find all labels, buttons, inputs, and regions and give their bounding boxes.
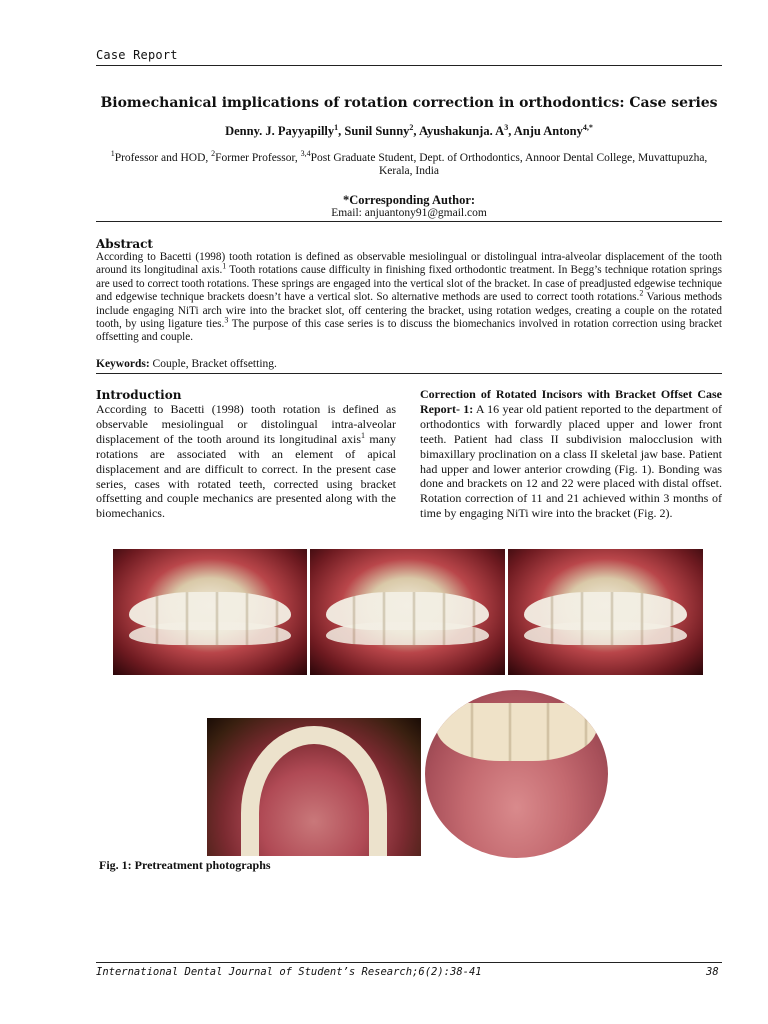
abstract-text: The purpose of this case series is to discuss the biomechanics involved in rotation correction using bracket offsetting and couple. [96, 318, 722, 344]
affiliations [96, 149, 722, 178]
author-name: Anju Antony [513, 124, 583, 138]
affil-sup: 1 [110, 149, 115, 159]
introduction-text: According to Bacetti (1998) tooth rotation is defined as observable mesiolingual or distolingual intra-alveolar displacement of the tooth around its longitudinal axis [96, 402, 396, 446]
affil-text: Former Professor, [215, 152, 301, 164]
author-sup: 4,* [582, 122, 593, 132]
abstract-text: Tooth rotations cause difficulty in finishing fixed orthodontic treatment. In Begg’s technique rotation springs are used to correct tooth rotations. These springs are engaged into the vertical slot of the bracket. In case of preadjusted edgewise technique and edgewise technique brackets doesn’t have a vertical slot. So alternative methods are used to correct tooth rotations. [96, 264, 722, 304]
affil-sup: 2 [211, 149, 216, 159]
page-number: 38 [706, 966, 719, 978]
affil-sup: 3,4 [300, 149, 311, 159]
keywords [96, 358, 277, 370]
case-report-heading: Correction of Rotated Incisors with Bracket Offset Case Report- 1: [420, 387, 722, 416]
running-head: Case Report [96, 48, 178, 62]
introduction-body [96, 402, 396, 521]
author-name: Ayushakunja. A [418, 124, 505, 138]
abstract-rule [96, 221, 722, 222]
photo-closeup [425, 690, 608, 858]
dental-arch [241, 726, 387, 856]
author-name: Sunil Sunny [344, 124, 410, 138]
teeth-lower [524, 622, 688, 645]
author-list [96, 124, 722, 139]
case-report-column [420, 387, 722, 521]
keywords-label: Keywords: [96, 358, 150, 370]
journal-citation: International Dental Journal of Student’s Research;6(2):38-41 [96, 966, 482, 978]
case-report-text: A 16 year old patient reported to the department of orthodontics with forwardly placed upper and lower front teeth. Patient had class II subdivision malocclusion with bimaxillary proclination on a class II skeletal jaw base. Patient had upper and lower anterior crowding (Fig. 1). Bonding was done and brackets on 12 and 22 were placed with distal offset. Rotation correction of 11 and 21 achieved within 3 months of time by engaging NiTi wire into the bracket (Fig. 2). [420, 401, 722, 521]
introduction-text: many rotations are associated with an element of apical displacement and are difficult to correct. In the present case series, cases with rotated teeth, corrected using bracket offsetting and couple mechanics are presented along with the biomechanics. [96, 431, 396, 521]
abstract-text: Various methods include engaging NiTi arch wire into the bracket slot, off centering the bracket, using rotation wedges, creating a couple on the rotated tooth, by using ligature ties. [96, 291, 722, 331]
abstract-heading: Abstract [96, 237, 153, 251]
corresponding-email: Email: anjuantony91@gmail.com [331, 207, 487, 219]
citation-sup: 3 [224, 315, 229, 325]
author-separator: , [508, 124, 514, 138]
author-separator: , [413, 124, 419, 138]
teeth-lower [326, 622, 490, 645]
footer-rule [96, 962, 722, 963]
keywords-text: Couple, Bracket offsetting. [149, 358, 277, 370]
photo-right-lateral [113, 549, 307, 675]
affil-text: Post Graduate Student, Dept. of Orthodontics, Annoor Dental College, Muvattupuzha, Kerala, India [310, 152, 708, 177]
author-name: Denny. J. Payyapilly [225, 124, 335, 138]
introduction-heading: Introduction [96, 388, 182, 402]
citation-sup: 1 [222, 261, 227, 271]
photo-frontal [310, 549, 505, 675]
teeth-closeup [436, 703, 597, 760]
abstract-body [96, 251, 722, 345]
section-rule [96, 373, 722, 374]
author-separator: , [338, 124, 345, 138]
author-sup: 3 [504, 122, 509, 132]
article-title: Biomechanical implications of rotation correction in orthodontics: Case series [100, 95, 718, 111]
header-rule [96, 65, 722, 66]
photo-occlusal [207, 718, 421, 856]
author-sup: 1 [334, 122, 339, 132]
citation-sup: 1 [361, 430, 365, 440]
author-sup: 2 [409, 122, 414, 132]
figure-caption: Fig. 1: Pretreatment photographs [99, 858, 271, 872]
teeth-lower [129, 622, 292, 645]
photo-left-lateral [508, 549, 703, 675]
corresponding-author-heading: *Corresponding Author: [342, 193, 476, 207]
citation-sup: 2 [639, 288, 644, 298]
affil-text: Professor and HOD, [114, 152, 212, 164]
abstract-text: According to Bacetti (1998) tooth rotation is defined as observable mesiolingual or distolingual intra-alveolar displacement of the tooth around its longitudinal axis. [96, 251, 722, 277]
